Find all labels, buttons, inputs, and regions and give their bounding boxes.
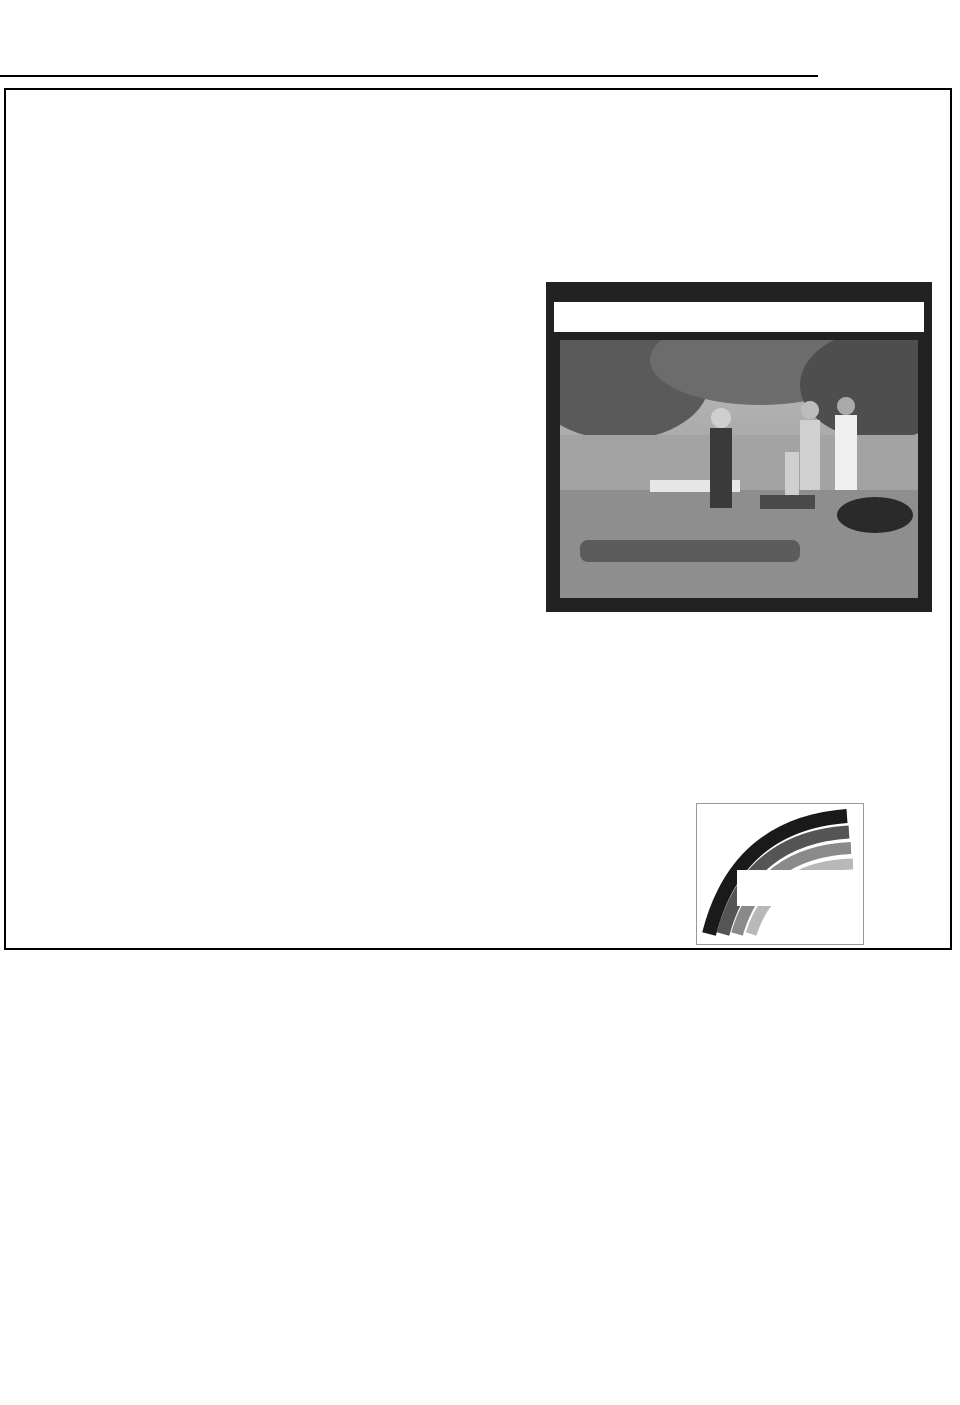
photo-caption	[554, 302, 924, 332]
klub-notice	[0, 968, 960, 1405]
picnic-photo-image	[560, 340, 918, 598]
invitation-box	[4, 88, 952, 950]
event-photo	[546, 282, 932, 612]
rainbow-icon	[697, 804, 863, 944]
de-colores-logo	[696, 803, 864, 945]
header-rule	[0, 75, 818, 77]
